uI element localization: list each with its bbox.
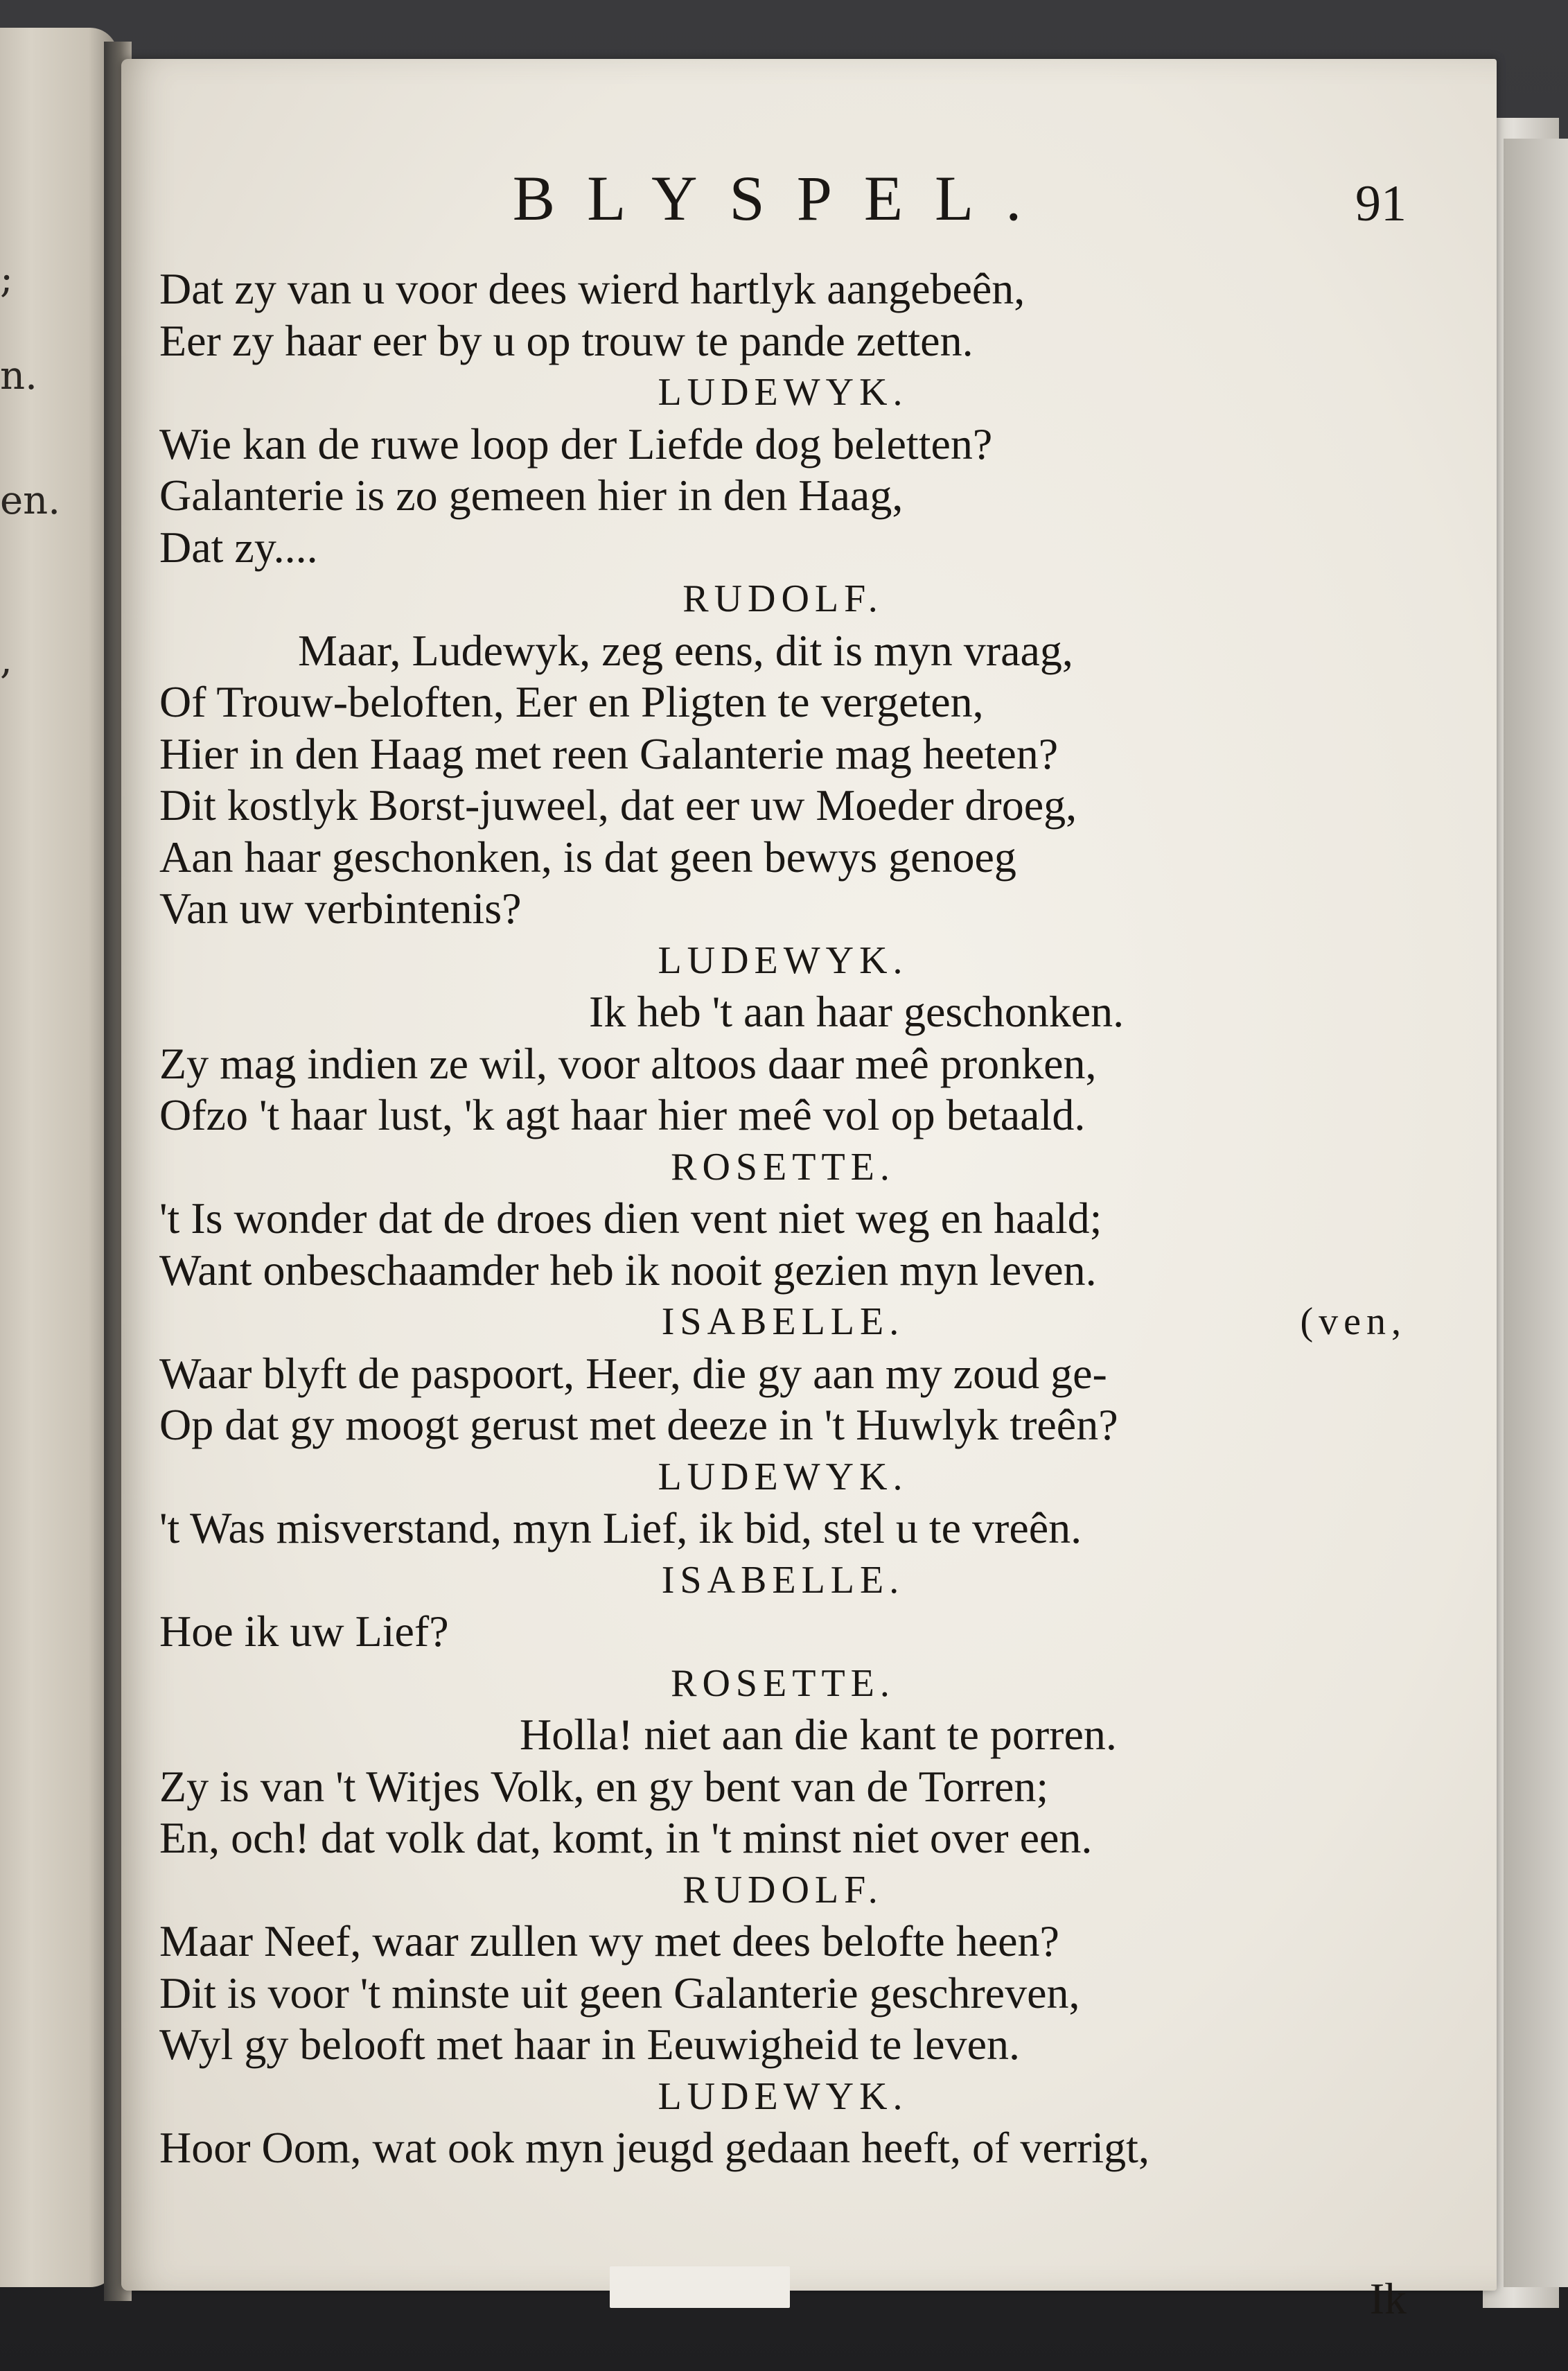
verse-line: Ik heb 't aan haar geschonken. — [589, 987, 1125, 1036]
verse-line: Want onbeschaamder heb ik nooit gezien myn leven. — [159, 1245, 1097, 1295]
verse-line: Of Trouw-beloften, Eer en Pligten te vergeten, — [159, 677, 984, 726]
verse-line: Zy is van 't Witjes Volk, en gy bent van de Torren; — [159, 1761, 1049, 1811]
speaker-name — [159, 1296, 1407, 1348]
play-text — [159, 263, 1407, 2174]
verse-line: Aan haar geschonken, is dat geen bewys genoeg — [159, 832, 1016, 882]
speaker-name — [159, 2071, 1407, 2123]
verse-line: Hier in den Haag met reen Galanterie mag heeten? — [159, 728, 1059, 778]
page-header — [159, 163, 1407, 263]
speaker-name — [159, 1658, 1407, 1710]
verse-line: Holla! niet aan die kant te porren. — [520, 1710, 1117, 1759]
speaker-label: LUDEWYK. — [658, 938, 908, 982]
verse-line: Hoe ik uw Lief? — [159, 1607, 449, 1656]
verse-line: Zy mag indien ze wil, voor altoos daar meê pronken, — [159, 1038, 1097, 1088]
page-stack-edge — [1504, 139, 1568, 2287]
running-title: BLYSPEL. — [512, 163, 1054, 234]
verse-line: Hoor Oom, wat ook myn jeugd gedaan heeft, of verrigt, — [159, 2123, 1149, 2172]
page-number: 91 — [1355, 175, 1407, 232]
left-page-edge — [0, 28, 118, 2287]
paper-slip — [610, 2266, 790, 2308]
speaker-name — [159, 367, 1407, 419]
left-edge-fragment: , — [0, 638, 12, 683]
speaker-label: RUDOLF. — [682, 1868, 883, 1911]
verse-line: Maar Neef, waar zullen wy met dees belofte heen? — [159, 1916, 1059, 1966]
speaker-label: ISABELLE. — [661, 1300, 905, 1343]
verse-line: Dit is voor 't minste uit geen Galanterie geschreven, — [159, 1968, 1080, 2018]
verse-line: Van uw verbintenis? — [159, 884, 522, 933]
verse-line: Dit kostlyk Borst-juweel, dat eer uw Moeder droeg, — [159, 780, 1077, 830]
speaker-name — [159, 1864, 1407, 1916]
left-edge-fragment: ; — [0, 256, 13, 301]
verse-line: Maar, Ludewyk, zeg eens, dit is myn vraag, — [298, 625, 1073, 675]
speaker-name — [159, 1451, 1407, 1503]
catchword: Ik — [1369, 2274, 1407, 2323]
speaker-label: ISABELLE. — [661, 1558, 905, 1602]
verse-line: Wyl gy belooft met haar in Eeuwigheid te leven. — [159, 2020, 1020, 2069]
speaker-name — [159, 573, 1407, 625]
speaker-label: RUDOLF. — [682, 577, 883, 620]
speaker-name — [159, 1555, 1407, 1607]
left-edge-fragment: n. — [0, 353, 37, 399]
verse-line: 't Is wonder dat de droes dien vent niet weg en haald; — [159, 1193, 1102, 1243]
book-page — [121, 59, 1497, 2323]
speaker-name — [159, 935, 1407, 987]
turnover-text: (ven, — [1300, 1300, 1407, 1343]
verse-line: 't Was misverstand, myn Lief, ik bid, stel u te vreên. — [159, 1503, 1082, 1552]
verse-line: Op dat gy moogt gerust met deeze in 't Huwlyk treên? — [159, 1400, 1118, 1449]
verse-line: Galanterie is zo gemeen hier in den Haag, — [159, 471, 904, 520]
speaker-name — [159, 1141, 1407, 1193]
page-text-block — [159, 163, 1407, 2323]
speaker-label: LUDEWYK. — [658, 2074, 908, 2118]
verse-line: Ofzo 't haar lust, 'k agt haar hier meê vol op betaald. — [159, 1090, 1086, 1139]
speaker-label: ROSETTE. — [671, 1145, 895, 1189]
speaker-label: LUDEWYK. — [658, 371, 908, 414]
verse-line: En, och! dat volk dat, komt, in 't minst niet over een. — [159, 1813, 1093, 1862]
verse-line: Wie kan de ruwe loop der Liefde dog beletten? — [159, 419, 993, 469]
verse-line: Eer zy haar eer by u op trouw te pande zetten. — [159, 315, 974, 365]
speaker-label: LUDEWYK. — [658, 1455, 908, 1498]
left-edge-fragment: en. — [0, 478, 61, 523]
verse-line: Dat zy van u voor dees wierd hartlyk aangebeên, — [159, 264, 1025, 313]
speaker-label: ROSETTE. — [671, 1661, 895, 1705]
verse-line: Dat zy.... — [159, 522, 318, 572]
verse-line: Waar blyft de paspoort, Heer, die gy aan my zoud ge- — [159, 1348, 1107, 1398]
